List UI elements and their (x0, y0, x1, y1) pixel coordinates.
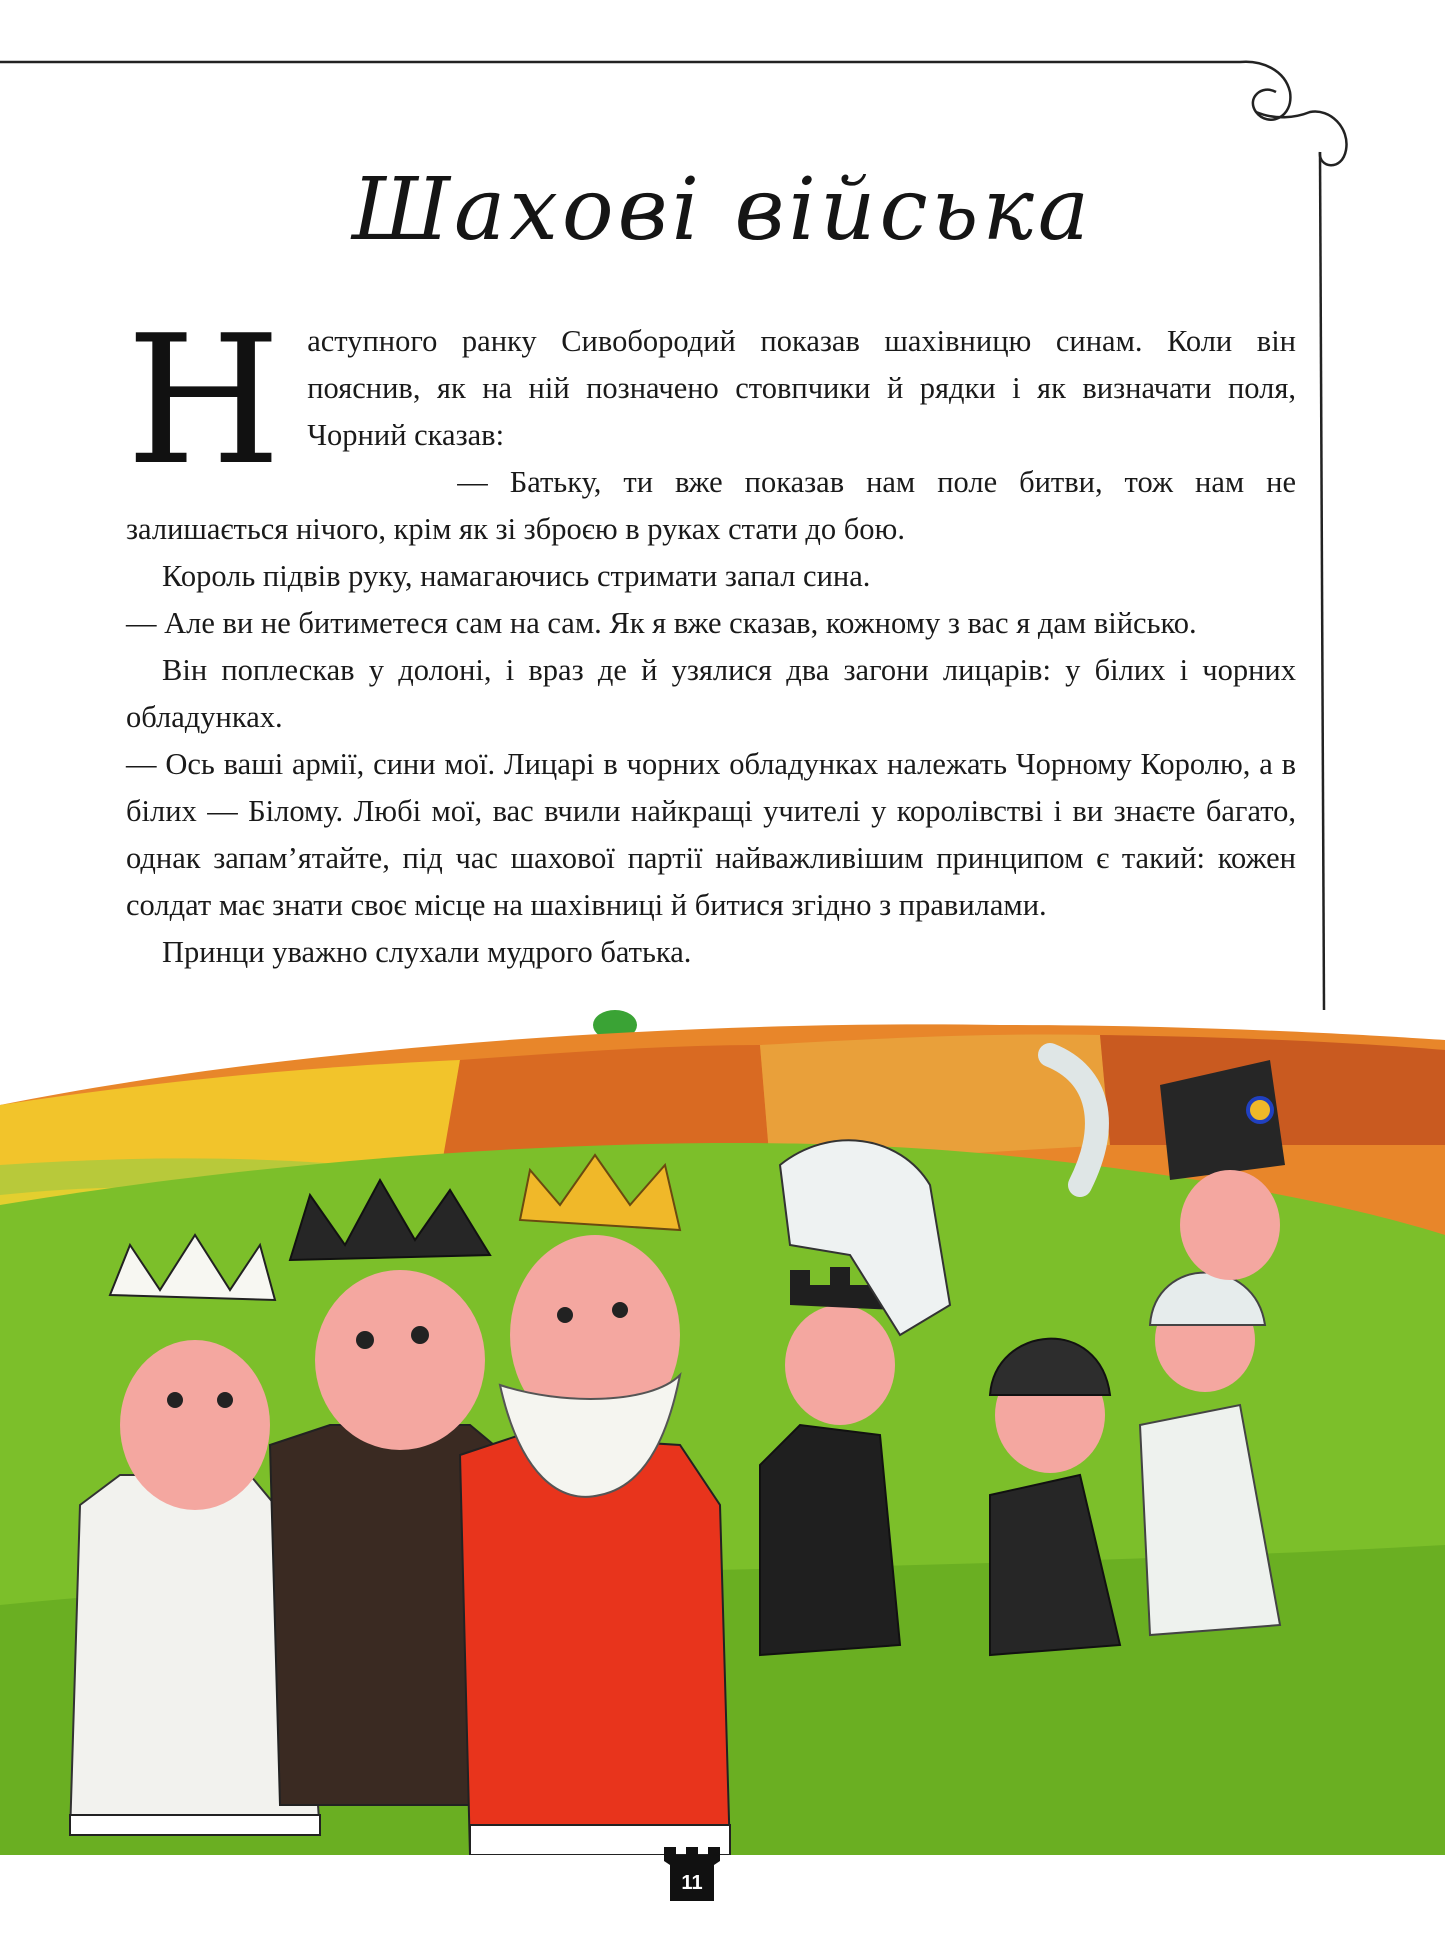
paragraph: — Але ви не битиметеся сам на сам. Як я вже сказав, кожному з вас я дам військо. (126, 606, 1197, 640)
paragraph: аступного ранку Сивобородий показав шахівницю синам. Коли він пояснив, як на ній позначено стовпчики й рядки і як визначати поля, Чорний сказав: (307, 324, 1296, 452)
page-number: 11 (681, 1872, 703, 1894)
illustration (0, 1005, 1445, 1855)
paragraph: Король підвів руку, намагаючись стримати запал сина. (162, 559, 871, 593)
paragraph: — Батьку, ти вже показав нам поле битви, тож нам не залишається нічого, крім як зі зброєю в руках стати до бою. (126, 465, 1296, 546)
paragraph: Принци уважно слухали мудрого батька. (162, 935, 692, 969)
page-title: Шахові війська (351, 160, 1094, 260)
drop-cap: Н (126, 297, 282, 504)
paragraph: Він поплескав у долоні, і враз де й узялися два загони лицарів: у білих і чорних обладунках. (126, 653, 1296, 734)
story-text (126, 297, 1296, 976)
paragraph: — Ось ваші армії, сини мої. Лицарі в чорних обладунках належать Чорному Королю, а в білих — Білому. Любі мої, вас вчили найкращі учителі у королівстві і ви знаєте багато, однак запам’ятайте, під час шахової партії найважливішим принципом є такий: кожен солдат має знати своє місце на шахівниці й битися згідно з правилами. (126, 747, 1296, 922)
